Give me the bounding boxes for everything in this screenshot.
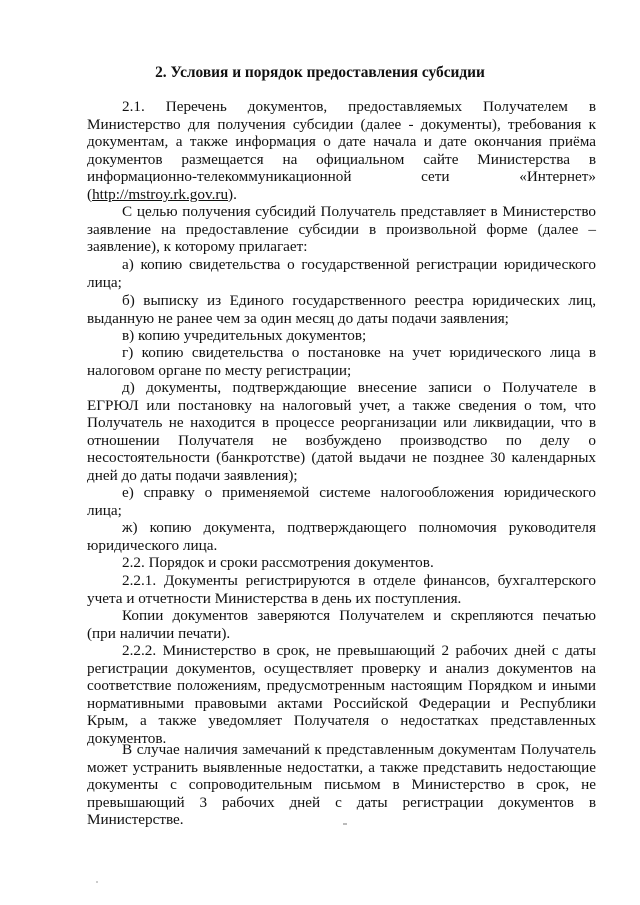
paragraph-2-1-end: ). [228, 185, 237, 203]
list-item-zh: ж) копию документа, подтверждающего полномочия руководителя юридического лица. [87, 519, 596, 554]
list-item-e: е) справку о применяемой системе налогообложения юридического лица; [87, 484, 596, 519]
paragraph-2-1 [87, 98, 596, 204]
list-item-g: г) копию свидетельства о постановке на учет юридического лица в налоговом органе по месту регистрации; [87, 344, 596, 379]
section-title: 2. Условия и порядок предоставления субсидии [155, 64, 485, 81]
list-item-d: д) документы, подтверждающие внесение записи о Получателе в ЕГРЮЛ или постановку на налоговый учет, а также сведения о том, что Получатель не находится в процессе реорганизации или ликвидации, что в отношении Получателя не возбуждено производство по делу о несостоятельности (банкротстве) (датой выдачи не позднее 30 календарных дней до даты подачи заявления); [87, 379, 596, 484]
list-item-b: б) выписку из Единого государственного реестра юридических лиц, выданную не ранее чем за один месяц до даты подачи заявления; [87, 292, 596, 327]
paragraph-2-2: 2.2. Порядок и сроки рассмотрения документов. [122, 554, 434, 571]
scan-speck [343, 823, 347, 825]
paragraph-copies: Копии документов заверяются Получателем и скрепляются печатью (при наличии печати). [87, 607, 596, 642]
list-item-a: а) копию свидетельства о государственной регистрации юридического лица; [87, 256, 596, 291]
paragraph-2-2-1: 2.2.1. Документы регистрируются в отделе финансов, бухгалтерского учета и отчетности Министерства в день их поступления. [87, 572, 596, 607]
ministry-site-link[interactable]: http://mstroy.rk.gov.ru [92, 185, 229, 203]
paragraph-application: С целью получения субсидий Получатель представляет в Министерство заявление на предоставление субсидии в произвольной форме (далее – заявление), к которому прилагает: [87, 203, 596, 256]
scan-speck-small [96, 881, 98, 883]
paragraph-2-2-2: 2.2.2. Министерство в срок, не превышающий 2 рабочих дней с даты регистрации документов, осуществляет проверку и анализ документов на соответствие положениям, предусмотренным настоящим Порядком и иными нормативными правовыми актами Российской Федерации и Республики Крым, а также уведомляет Получателя о недостатках представленных документов. [87, 642, 596, 747]
paragraph-2-1-text: 2.1. Перечень документов, предоставляемых Получателем в Министерство для получения субсидии (далее - документы), требования к документам, а также информация о дате начала и дате окончания приёма документов размещается на официальном сайте Министерства в информационно-телекоммуникационной сети «Интернет» ( [87, 98, 596, 203]
list-item-v: в) копию учредительных документов; [122, 327, 367, 344]
paragraph-remarks: В случае наличия замечаний к представленным документам Получатель может устранить выявленные недостатки, а также представить недостающие документы с сопроводительным письмом в Министерство в срок, не превышающий 3 рабочих дней с даты регистрации документов в Министерстве. [87, 741, 596, 829]
